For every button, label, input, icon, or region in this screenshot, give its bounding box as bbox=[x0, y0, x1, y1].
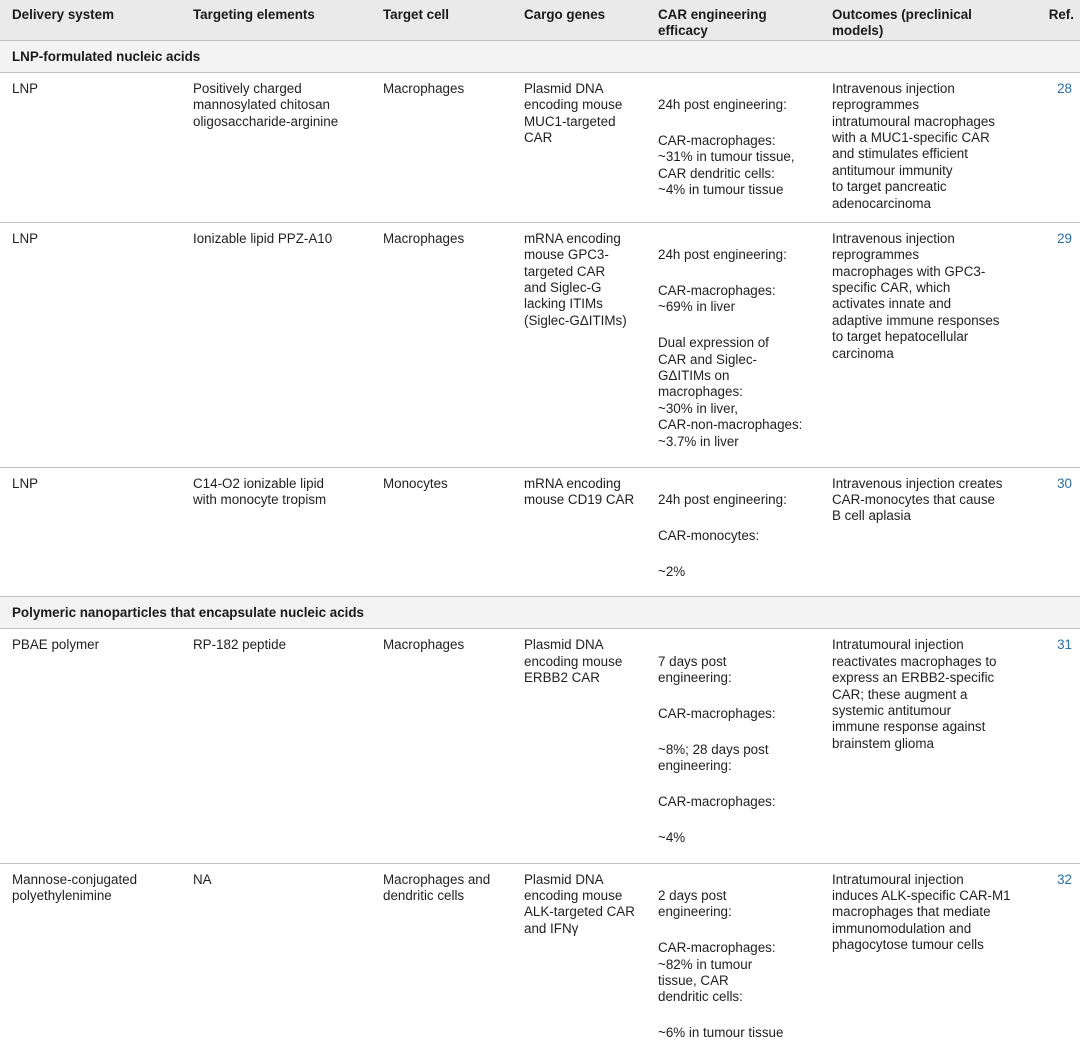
efficacy-cell bbox=[646, 467, 820, 597]
header-outcomes: Outcomes (preclinical models) bbox=[820, 0, 1025, 40]
target-cell-cell: Macrophages and dendritic cells bbox=[371, 863, 512, 1058]
section-title: LNP-formulated nucleic acids bbox=[0, 40, 1080, 72]
header-delivery-system: Delivery system bbox=[0, 0, 181, 40]
outcomes-cell: Intratumoural injection reactivates macrophages to express an ERBB2-specific CAR; these augment a systemic antitumour immune response against brainstem glioma bbox=[820, 629, 1025, 863]
table-row bbox=[0, 629, 1080, 863]
cargo-genes-cell: mRNA encoding mouse GPC3- targeted CAR and Siglec-G lacking ITIMs (Siglec-GΔITIMs) bbox=[512, 222, 646, 467]
cargo-genes-cell: Plasmid DNA encoding mouse MUC1-targeted CAR bbox=[512, 72, 646, 222]
header-targeting-elements: Targeting elements bbox=[181, 0, 371, 40]
ref-cell bbox=[1025, 629, 1080, 863]
ref-cell bbox=[1025, 467, 1080, 597]
efficacy-cell bbox=[646, 222, 820, 467]
target-cell-cell: Macrophages bbox=[371, 72, 512, 222]
section-header-row bbox=[0, 40, 1080, 72]
target-cell-cell: Macrophages bbox=[371, 629, 512, 863]
cargo-genes-cell: mRNA encoding mouse CD19 CAR bbox=[512, 467, 646, 597]
efficacy-cell bbox=[646, 72, 820, 222]
outcomes-cell: Intravenous injection reprogrammes macrophages with GPC3- specific CAR, which activates innate and adaptive immune responses to target hepatocellular carcinoma bbox=[820, 222, 1025, 467]
table-row bbox=[0, 222, 1080, 467]
efficacy-line: CAR-macrophages: bbox=[658, 794, 776, 809]
efficacy-line: CAR-macrophages: ~31% in tumour tissue, CAR dendritic cells: ~4% in tumour tissue bbox=[658, 133, 795, 198]
delivery-system-cell: PBAE polymer bbox=[0, 629, 181, 863]
table-row bbox=[0, 72, 1080, 222]
delivery-system-cell: LNP bbox=[0, 467, 181, 597]
target-cell-cell: Monocytes bbox=[371, 467, 512, 597]
cargo-genes-cell: Plasmid DNA encoding mouse ERBB2 CAR bbox=[512, 629, 646, 863]
header-cargo-genes: Cargo genes bbox=[512, 0, 646, 40]
efficacy-line: CAR-macrophages: ~69% in liver bbox=[658, 283, 776, 315]
efficacy-line: CAR-monocytes: bbox=[658, 527, 760, 543]
efficacy-line: 7 days post engineering: bbox=[658, 653, 732, 686]
table-row bbox=[0, 863, 1080, 1058]
outcomes-cell: Intravenous injection creates CAR-monocytes that cause B cell aplasia bbox=[820, 467, 1025, 597]
ref-cell bbox=[1025, 72, 1080, 222]
header-ref: Ref. bbox=[1025, 0, 1080, 40]
ref-cell bbox=[1025, 863, 1080, 1058]
ref-link[interactable]: 30 bbox=[1057, 475, 1072, 491]
targeting-elements-cell: NA bbox=[181, 863, 371, 1058]
efficacy-line: 2 days post engineering: bbox=[658, 888, 732, 920]
ref-link[interactable]: 32 bbox=[1057, 871, 1072, 887]
efficacy-line: 24h post engineering: bbox=[658, 491, 787, 507]
outcomes-cell: Intratumoural injection induces ALK-specific CAR-M1 macrophages that mediate immunomodulation and phagocytose tumour cells bbox=[820, 863, 1025, 1058]
efficacy-line: ~6% in tumour tissue bbox=[658, 1025, 784, 1041]
target-cell-cell: Macrophages bbox=[371, 222, 512, 467]
efficacy-cell bbox=[646, 863, 820, 1058]
section-title: Polymeric nanoparticles that encapsulate nucleic acids bbox=[0, 597, 1080, 629]
targeting-elements-cell: RP-182 peptide bbox=[181, 629, 371, 863]
efficacy-line: 24h post engineering: bbox=[658, 247, 787, 263]
efficacy-line: 24h post engineering: bbox=[658, 97, 787, 113]
delivery-system-cell: Mannose-conjugated polyethylenimine bbox=[0, 863, 181, 1058]
efficacy-cell bbox=[646, 629, 820, 863]
cargo-genes-cell: Plasmid DNA encoding mouse ALK-targeted CAR and IFNγ bbox=[512, 863, 646, 1058]
table-row bbox=[0, 467, 1080, 597]
targeting-elements-cell: Ionizable lipid PPZ-A10 bbox=[181, 222, 371, 467]
header-car-engineering-efficacy: CAR engineering efficacy bbox=[646, 0, 820, 40]
ref-cell bbox=[1025, 222, 1080, 467]
header-row bbox=[0, 0, 1080, 40]
delivery-system-cell: LNP bbox=[0, 222, 181, 467]
header-target-cell: Target cell bbox=[371, 0, 512, 40]
delivery-system-cell: LNP bbox=[0, 72, 181, 222]
outcomes-cell: Intravenous injection reprogrammes intratumoural macrophages with a MUC1-specific CAR and stimulates efficient antitumour immunity to target pancreatic adenocarcinoma bbox=[820, 72, 1025, 222]
efficacy-line: ~8%; 28 days post engineering: bbox=[658, 741, 769, 774]
ref-link[interactable]: 29 bbox=[1057, 230, 1072, 246]
efficacy-line: CAR-macrophages: bbox=[658, 705, 776, 721]
ref-link[interactable]: 28 bbox=[1057, 80, 1072, 96]
section-header-row bbox=[0, 597, 1080, 629]
efficacy-line: ~4% bbox=[658, 829, 686, 845]
ref-link[interactable]: 31 bbox=[1057, 637, 1072, 653]
efficacy-line: CAR-macrophages: ~82% in tumour tissue, CAR dendritic cells: bbox=[658, 940, 776, 1005]
efficacy-line: Dual expression of CAR and Siglec- GΔITIMs on macrophages: ~30% in liver, CAR-non-macrophages: ~3.7% in liver bbox=[658, 335, 803, 449]
targeting-elements-cell: Positively charged mannosylated chitosan oligosaccharide-arginine bbox=[181, 72, 371, 222]
efficacy-line: ~2% bbox=[658, 563, 686, 579]
targeting-elements-cell: C14-O2 ionizable lipid with monocyte tropism bbox=[181, 467, 371, 597]
